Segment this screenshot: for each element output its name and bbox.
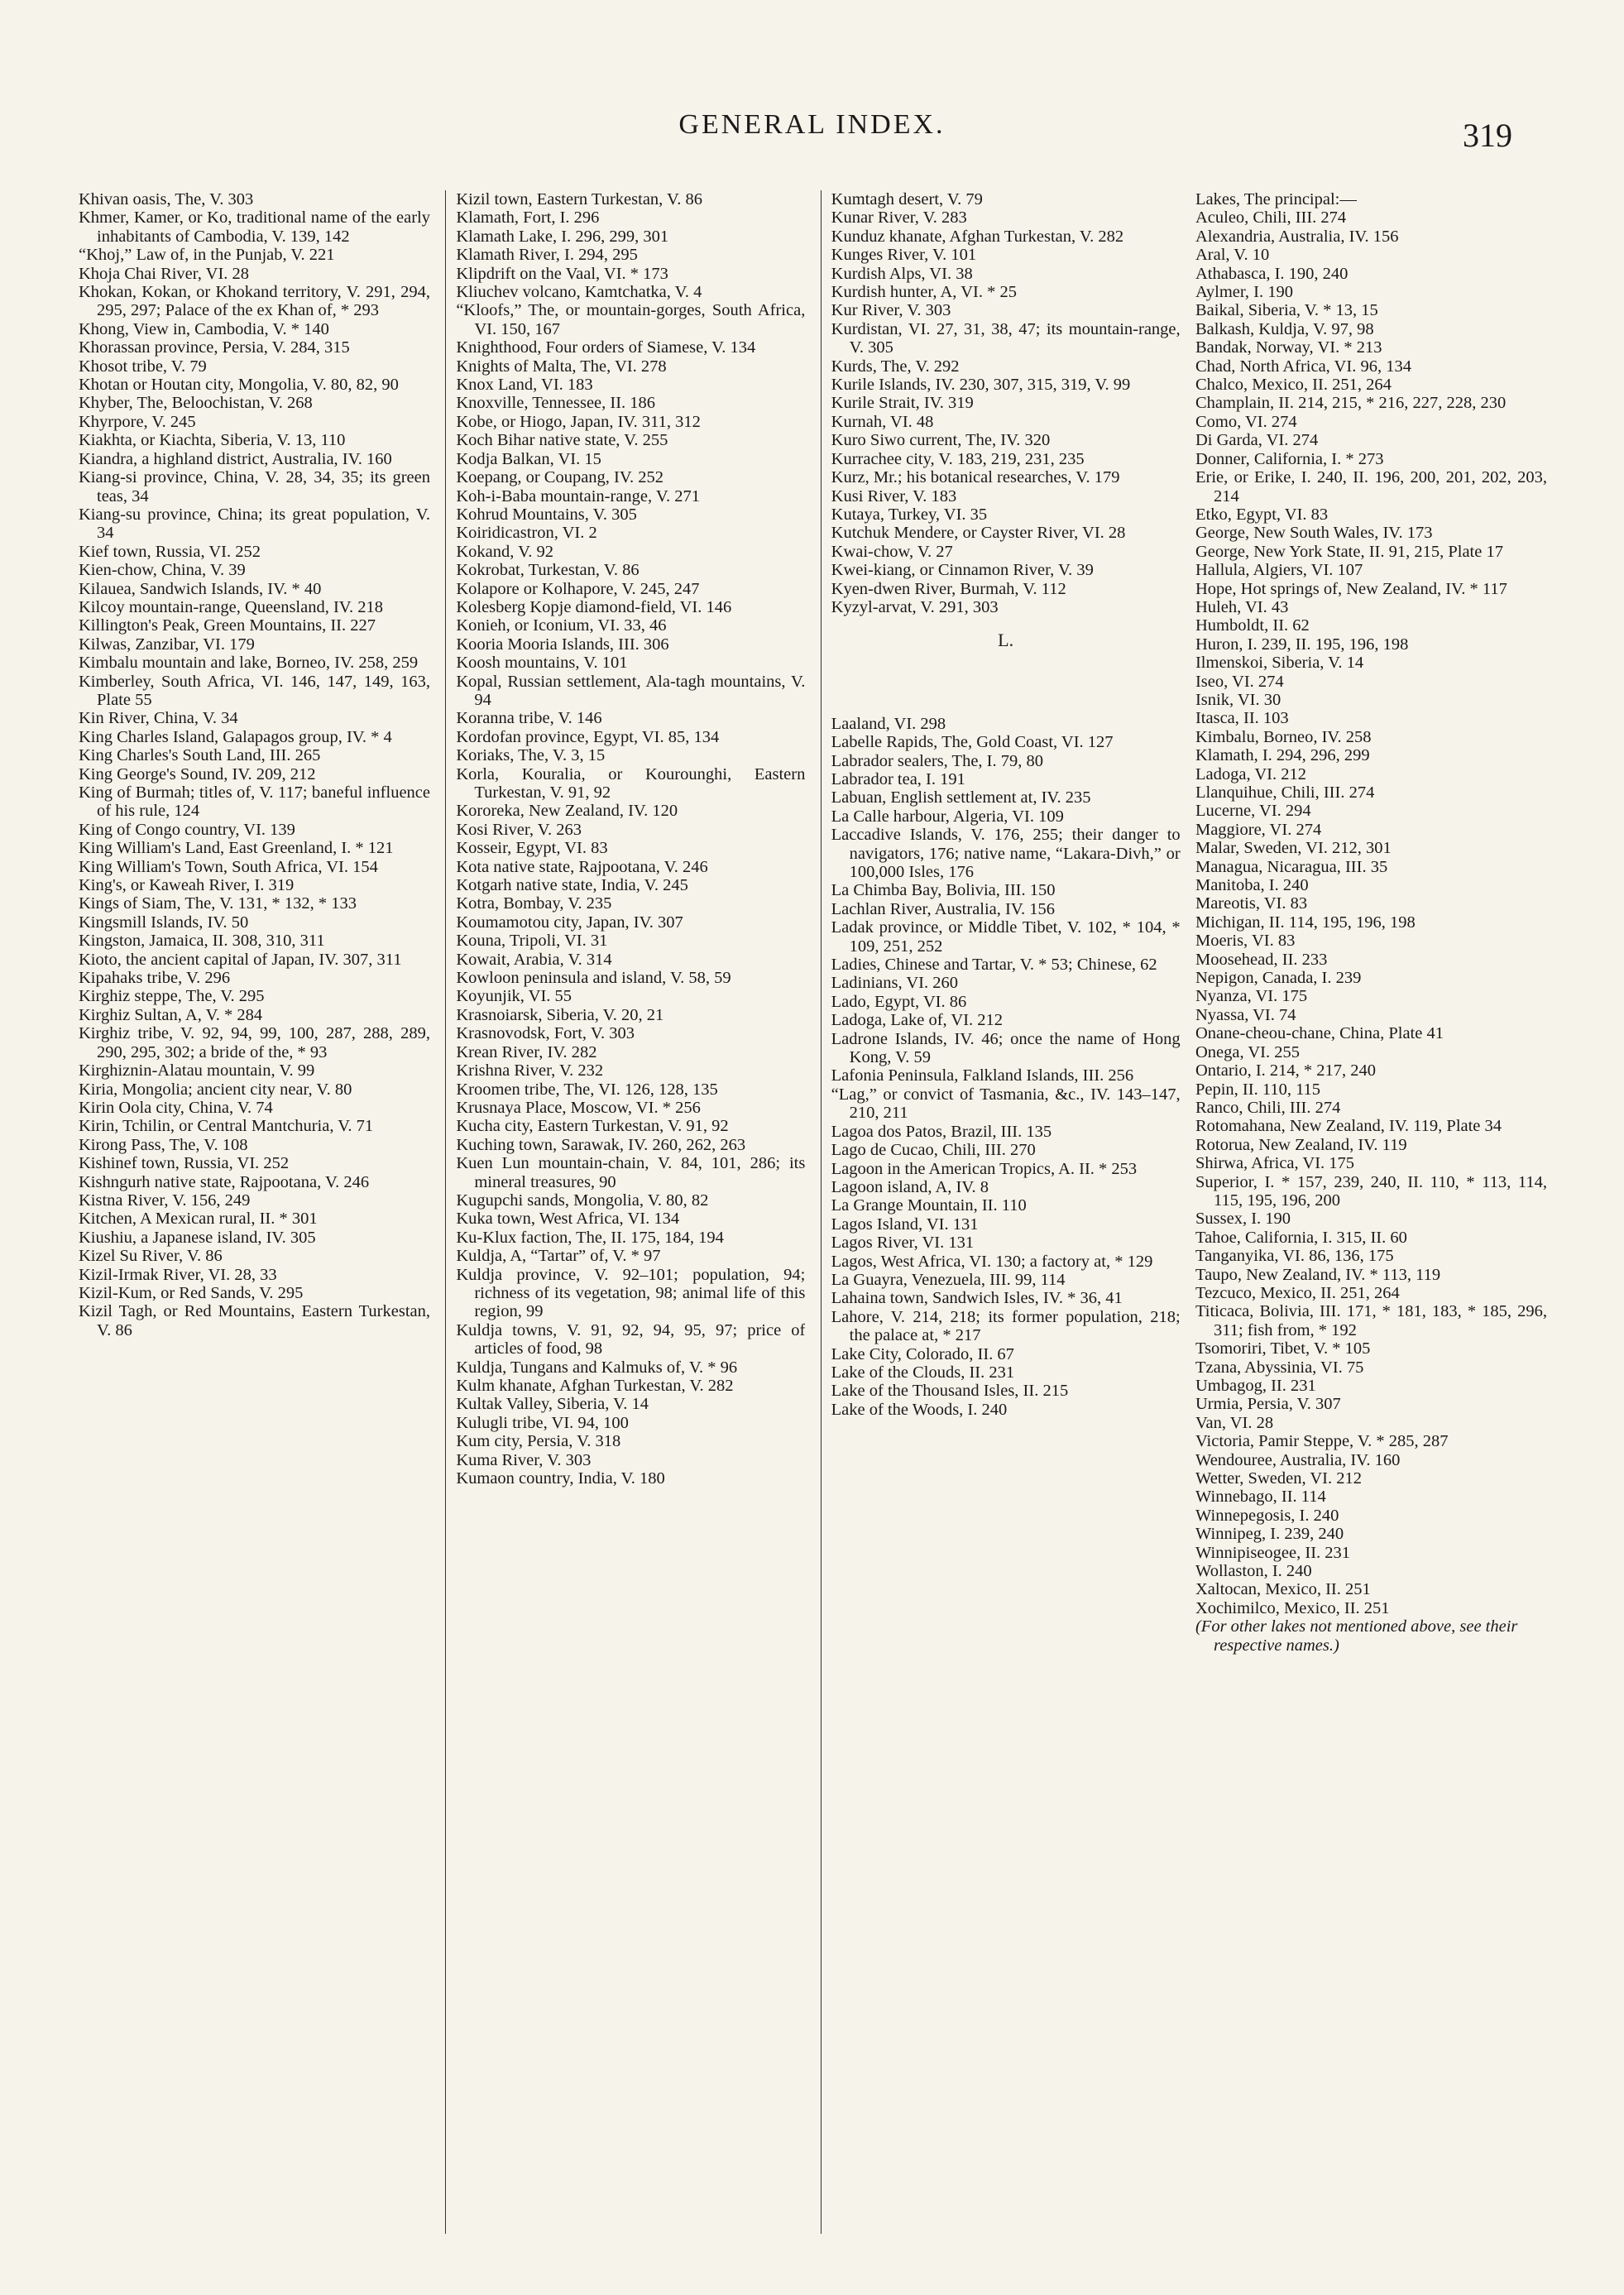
index-entry: Kunar River, V. 283 (831, 208, 967, 228)
index-entry: Kultak Valley, Siberia, V. 14 (456, 1395, 649, 1414)
index-entry: Khyber, The, Beloochistan, V. 268 (79, 394, 313, 413)
index-entry: Kishngurh native state, Rajpootana, V. 246 (79, 1172, 370, 1191)
index-entry: Kugupchi sands, Mongolia, V. 80, 82 (456, 1191, 709, 1210)
index-entry: Koepang, or Coupang, IV. 252 (456, 468, 664, 487)
index-entry: Khivan oasis, The, V. 303 (79, 190, 254, 208)
index-entry: Kimberley, South Africa, VI. 146, 147, 149, 163, Plate 55 (79, 672, 430, 709)
index-entry: Como, VI. 274 (1195, 412, 1297, 431)
index-entry: Winnebago, II. 114 (1195, 1488, 1326, 1507)
index-entry: Kirghiz Sultan, A, V. * 284 (79, 1005, 263, 1024)
index-entry: Klamath, Fort, I. 296 (456, 208, 600, 228)
index-entry: Khosot tribe, V. 79 (79, 357, 207, 376)
index-entry: Pepin, II. 110, 115 (1195, 1080, 1321, 1099)
index-entry: Lago de Cucao, Chili, III. 270 (831, 1141, 1036, 1160)
index-entry: Hallula, Algiers, VI. 107 (1195, 561, 1363, 580)
index-entry: Nepigon, Canada, I. 239 (1195, 969, 1362, 988)
index-entry: King Charles Island, Galapagos group, IV. * 4 (79, 727, 392, 746)
index-entry: Lagos Island, VI. 131 (831, 1215, 979, 1234)
index-entry: Knox Land, VI. 183 (456, 376, 593, 395)
index-entry: Winnipeg, I. 239, 240 (1195, 1525, 1344, 1544)
index-entry: Kulugli tribe, VI. 94, 100 (456, 1413, 629, 1432)
index-entry: Kur River, V. 303 (831, 301, 951, 320)
index-entry: Lachlan River, Australia, IV. 156 (831, 899, 1056, 918)
index-entry: Onega, VI. 255 (1195, 1042, 1300, 1061)
index-entry: Nyassa, VI. 74 (1195, 1005, 1296, 1024)
index-entry: La Calle harbour, Algeria, VI. 109 (831, 807, 1064, 826)
index-entry: Kohrud Mountains, V. 305 (456, 505, 637, 524)
index-entry: Ranco, Chili, III. 274 (1195, 1098, 1341, 1117)
index-entry: King of Burmah; titles of, V. 117; baneful influence of his rule, 124 (79, 783, 430, 821)
index-entry: Kolesberg Kopje diamond-field, VI. 146 (456, 597, 732, 616)
index-entry: Kilwas, Zanzibar, VI. 179 (79, 635, 255, 654)
index-entry: Kiria, Mongolia; ancient city near, V. 80 (79, 1080, 352, 1099)
index-entry: Wollaston, I. 240 (1195, 1562, 1312, 1581)
index-entry: King George's Sound, IV. 209, 212 (79, 764, 316, 783)
index-entry: Kirghiz tribe, V. 92, 94, 99, 100, 287, 288, 289, 290, 295, 302; a bride of the, * 93 (79, 1024, 430, 1061)
index-entry: Kunduz khanate, Afghan Turkestan, V. 282 (831, 227, 1124, 246)
index-entry: Klamath River, I. 294, 295 (456, 246, 638, 265)
index-entry: Xochimilco, Mexico, II. 251 (1195, 1598, 1390, 1617)
index-entry: Rotomahana, New Zealand, IV. 119, Plate 34 (1195, 1117, 1502, 1136)
index-entry: Lagos River, VI. 131 (831, 1234, 975, 1253)
index-entry: La Guayra, Venezuela, III. 99, 114 (831, 1270, 1066, 1289)
lakes-note: (For other lakes not mentioned above, see their respective names.) (1195, 1617, 1518, 1655)
index-entry: Lafonia Peninsula, Falkland Islands, III. 256 (831, 1066, 1134, 1085)
index-entry: Kutchuk Mendere, or Cayster River, VI. 28 (831, 524, 1126, 543)
index-column-4 (1195, 190, 1547, 2234)
index-entry: Kurdish hunter, A, VI. * 25 (831, 283, 1017, 302)
index-entry: Kiang-su province, China; its great population, V. 34 (79, 505, 430, 543)
index-entry: Moeris, VI. 83 (1195, 932, 1296, 951)
index-entry: Chalco, Mexico, II. 251, 264 (1195, 376, 1392, 395)
index-entry: Kororeka, New Zealand, IV. 120 (456, 802, 678, 821)
index-entry: Kyzyl-arvat, V. 291, 303 (831, 597, 999, 616)
index-entry: Kodja Balkan, VI. 15 (456, 449, 601, 468)
index-entry: Kokand, V. 92 (456, 542, 554, 561)
index-entry: Kizil town, Eastern Turkestan, V. 86 (456, 190, 702, 208)
page-number: 319 (1463, 117, 1512, 154)
index-entry: Kuldja province, V. 92–101; population, 94; richness of its vegetation, 98; animal life of this region, 99 (456, 1265, 806, 1321)
index-entry: Labrador sealers, The, I. 79, 80 (831, 751, 1044, 770)
index-entry: Malar, Sweden, VI. 212, 301 (1195, 839, 1392, 858)
index-entry: Khotan or Houtan city, Mongolia, V. 80, 82, 90 (79, 376, 399, 395)
index-entry: Aculeo, Chili, III. 274 (1195, 208, 1347, 228)
index-entry: Lake of the Thousand Isles, II. 215 (831, 1382, 1069, 1401)
index-entry: Van, VI. 28 (1195, 1413, 1274, 1432)
index-column-3 (821, 190, 1181, 2234)
index-entry: Sussex, I. 190 (1195, 1210, 1291, 1229)
index-entry: Winnepegosis, I. 240 (1195, 1506, 1339, 1525)
index-entry: Khokan, Kokan, or Khokand territory, V. 291, 294, 295, 297; Palace of the ex Khan of, * 293 (79, 283, 430, 320)
index-entry: Kroomen tribe, The, VI. 126, 128, 135 (456, 1080, 718, 1099)
index-entry: Itasca, II. 103 (1195, 709, 1289, 728)
index-entry: Iseo, VI. 274 (1195, 672, 1284, 691)
index-entry: Michigan, II. 114, 195, 196, 198 (1195, 913, 1416, 932)
index-entry: Laaland, VI. 298 (831, 714, 946, 733)
index-entry: Ladoga, Lake of, VI. 212 (831, 1011, 1004, 1030)
index-entry: Lahore, V. 214, 218; its former population, 218; the palace at, * 217 (831, 1307, 1181, 1345)
index-entry: Ladies, Chinese and Tartar, V. * 53; Chinese, 62 (831, 956, 1157, 975)
index-entry: Kurile Islands, IV. 230, 307, 315, 319, V. 99 (831, 376, 1131, 395)
index-entry: Khyrpore, V. 245 (79, 412, 196, 431)
index-entry: Titicaca, Bolivia, III. 171, * 181, 183, * 185, 296, 311; fish from, * 192 (1195, 1302, 1547, 1339)
index-entry: Kobe, or Hiogo, Japan, IV. 311, 312 (456, 412, 701, 431)
index-entry: Maggiore, VI. 274 (1195, 820, 1322, 839)
index-entry: Kumtagh desert, V. 79 (831, 190, 983, 208)
index-entry: Rotorua, New Zealand, IV. 119 (1195, 1135, 1407, 1154)
index-entry: Lake of the Woods, I. 240 (831, 1400, 1008, 1419)
index-entry: Kunges River, V. 101 (831, 246, 977, 265)
index-entry: La Chimba Bay, Bolivia, III. 150 (831, 881, 1056, 900)
index-entry: Kirin Oola city, China, V. 74 (79, 1098, 273, 1117)
index-entry: Krean River, IV. 282 (456, 1042, 597, 1061)
index-entry: Killington's Peak, Green Mountains, II. 227 (79, 616, 376, 635)
index-entry: Khmer, Kamer, or Ko, traditional name of the early inhabitants of Cambodia, V. 139, 142 (79, 208, 430, 246)
index-entry: Lagoon island, A, IV. 8 (831, 1177, 989, 1196)
index-entry: Koyunjik, VI. 55 (456, 987, 572, 1006)
index-entry: Krusnaya Place, Moscow, VI. * 256 (456, 1098, 701, 1117)
index-entry: Kien-chow, China, V. 39 (79, 561, 246, 580)
index-entry: Huron, I. 239, II. 195, 196, 198 (1195, 635, 1409, 654)
index-entry: Kingsmill Islands, IV. 50 (79, 913, 249, 932)
index-entry: Kowait, Arabia, V. 314 (456, 950, 612, 969)
index-entry: Manitoba, I. 240 (1195, 876, 1309, 895)
index-entry: Lake of the Clouds, II. 231 (831, 1363, 1015, 1382)
index-entry: Lakes, The principal:— (1195, 190, 1357, 208)
index-entry: Kurds, The, V. 292 (831, 357, 960, 376)
index-entry: King William's Town, South Africa, VI. 154 (79, 857, 378, 876)
index-entry: Kokrobat, Turkestan, V. 86 (456, 561, 640, 580)
index-entry: Knights of Malta, The, VI. 278 (456, 357, 667, 376)
index-entry: King Charles's South Land, III. 265 (79, 746, 321, 765)
index-entry: Kilauea, Sandwich Islands, IV. * 40 (79, 579, 322, 598)
index-entry: Kuching town, Sarawak, IV. 260, 262, 263 (456, 1135, 746, 1154)
index-entry: Lucerne, VI. 294 (1195, 802, 1311, 821)
index-entry: Kipahaks tribe, V. 296 (79, 969, 231, 988)
index-entry: Ladoga, VI. 212 (1195, 764, 1306, 783)
letter-heading-l: L. (998, 630, 1014, 651)
index-entry: Ontario, I. 214, * 217, 240 (1195, 1061, 1377, 1080)
index-entry: Kurz, Mr.; his botanical researches, V. 179 (831, 468, 1120, 487)
index-entry: Victoria, Pamir Steppe, V. * 285, 287 (1195, 1432, 1449, 1451)
index-entry: Tzana, Abyssinia, VI. 75 (1195, 1358, 1364, 1377)
index-entry: Humboldt, II. 62 (1195, 616, 1310, 635)
index-entry: Labelle Rapids, The, Gold Coast, VI. 127 (831, 733, 1114, 752)
index-entry: Kiandra, a highland district, Australia, IV. 160 (79, 449, 392, 468)
index-entry: Kurdish Alps, VI. 38 (831, 264, 973, 283)
index-entry: Mareotis, VI. 83 (1195, 894, 1308, 913)
index-entry: Kuldja, Tungans and Kalmuks of, V. * 96 (456, 1358, 738, 1377)
index-entry: Koosh mountains, V. 101 (456, 654, 628, 673)
index-entry: Lado, Egypt, VI. 86 (831, 992, 967, 1011)
index-entry: Etko, Egypt, VI. 83 (1195, 505, 1329, 524)
index-entry: Kirghiznin-Alatau mountain, V. 99 (79, 1061, 315, 1080)
index-entry: Konieh, or Iconium, VI. 33, 46 (456, 616, 667, 635)
index-entry: Lagos, West Africa, VI. 130; a factory at, * 129 (831, 1252, 1153, 1271)
index-entry: Kin River, China, V. 34 (79, 709, 238, 728)
index-entry: Kopal, Russian settlement, Ala-tagh mountains, V. 94 (456, 672, 806, 709)
index-entry: Kosseir, Egypt, VI. 83 (456, 839, 608, 858)
index-entry: King William's Land, East Greenland, I. * 121 (79, 839, 394, 858)
index-entry: Kimbalu mountain and lake, Borneo, IV. 258, 259 (79, 654, 419, 673)
index-entry: Krasnoiarsk, Siberia, V. 20, 21 (456, 1005, 664, 1024)
index-entry: Kirong Pass, The, V. 108 (79, 1135, 248, 1154)
index-entry: Kitchen, A Mexican rural, II. * 301 (79, 1210, 318, 1229)
index-entry: Huleh, VI. 43 (1195, 597, 1289, 616)
index-entry: Kosi River, V. 263 (456, 820, 582, 839)
index-columns (79, 190, 1547, 2234)
index-entry: Balkash, Kuldja, V. 97, 98 (1195, 319, 1374, 338)
index-entry: Khorassan province, Persia, V. 284, 315 (79, 338, 350, 357)
index-entry: Knoxville, Tennessee, II. 186 (456, 394, 656, 413)
index-entry: Kooria Mooria Islands, III. 306 (456, 635, 669, 654)
index-entry: King of Congo country, VI. 139 (79, 820, 295, 839)
index-entry: Kolapore or Kolhapore, V. 245, 247 (456, 579, 700, 598)
index-entry: Taupo, New Zealand, IV. * 113, 119 (1195, 1265, 1441, 1284)
index-column-1 (79, 190, 430, 2234)
index-entry: Koch Bihar native state, V. 255 (456, 431, 668, 450)
index-entry: Kuro Siwo current, The, IV. 320 (831, 431, 1051, 450)
index-entry: Tsomoriri, Tibet, V. * 105 (1195, 1339, 1371, 1358)
index-entry: Lahaina town, Sandwich Isles, IV. * 36, 41 (831, 1289, 1123, 1308)
index-entry: King's, or Kaweah River, I. 319 (79, 876, 295, 895)
index-entry: Kotgarh native state, India, V. 245 (456, 876, 688, 895)
index-entry: La Grange Mountain, II. 110 (831, 1196, 1027, 1215)
index-entry: Onane-cheou-chane, China, Plate 41 (1195, 1024, 1444, 1043)
index-entry: Lake City, Colorado, II. 67 (831, 1344, 1014, 1363)
index-entry: Kumaon country, India, V. 180 (456, 1469, 665, 1488)
index-entry: Athabasca, I. 190, 240 (1195, 264, 1349, 283)
index-entry: Wetter, Sweden, VI. 212 (1195, 1469, 1362, 1488)
index-entry: Kwei-kiang, or Cinnamon River, V. 39 (831, 561, 1094, 580)
index-entry: Alexandria, Australia, IV. 156 (1195, 227, 1399, 246)
index-entry: Klamath Lake, I. 296, 299, 301 (456, 227, 669, 246)
index-entry: Kota native state, Rajpootana, V. 246 (456, 857, 708, 876)
index-entry: Aral, V. 10 (1195, 246, 1270, 265)
index-entry: Klipdrift on the Vaal, VI. * 173 (456, 264, 668, 283)
index-entry: Hope, Hot springs of, New Zealand, IV. * 117 (1195, 579, 1507, 598)
index-entry: Kizil-Kum, or Red Sands, V. 295 (79, 1283, 304, 1302)
index-entry: Champlain, II. 214, 215, * 216, 227, 228, 230 (1195, 394, 1507, 413)
index-entry: Superior, I. * 157, 239, 240, II. 110, * 113, 114, 115, 195, 196, 200 (1195, 1172, 1547, 1210)
index-entry: Di Garda, VI. 274 (1195, 431, 1319, 450)
index-entry: Llanquihue, Chili, III. 274 (1195, 783, 1375, 802)
index-entry: Kief town, Russia, VI. 252 (79, 542, 261, 561)
index-entry: Koh-i-Baba mountain-range, V. 271 (456, 486, 701, 505)
index-entry: Ilmenskoi, Siberia, V. 14 (1195, 654, 1364, 673)
index-entry: Kwai-chow, V. 27 (831, 542, 953, 561)
index-entry: Kiushiu, a Japanese island, IV. 305 (79, 1228, 316, 1247)
index-entry: Moosehead, II. 233 (1195, 950, 1328, 969)
index-entry: Kirin, Tchilin, or Central Mantchuria, V. 71 (79, 1117, 374, 1136)
index-entry: Tahoe, California, I. 315, II. 60 (1195, 1228, 1407, 1247)
index-entry: Kuma River, V. 303 (456, 1450, 592, 1469)
index-entry: Kizil-Irmak River, VI. 28, 33 (79, 1265, 277, 1284)
lakes-entries (1195, 190, 1547, 1617)
index-entry: Kliuchev volcano, Kamtchatka, V. 4 (456, 283, 702, 302)
index-entry: Kum city, Persia, V. 318 (456, 1432, 621, 1451)
index-entry: Urmia, Persia, V. 307 (1195, 1395, 1341, 1414)
index-entry: Kuka town, West Africa, VI. 134 (456, 1210, 680, 1229)
index-entry: Isnik, VI. 30 (1195, 690, 1281, 709)
index-entry: Aylmer, I. 190 (1195, 283, 1293, 302)
index-entry: Donner, California, I. * 273 (1195, 449, 1384, 468)
index-entry: Kyen-dwen River, Burmah, V. 112 (831, 579, 1066, 598)
index-entry: Kutaya, Turkey, VI. 35 (831, 505, 988, 524)
index-column-2 (445, 190, 805, 2234)
index-entry: Xaltocan, Mexico, II. 251 (1195, 1580, 1371, 1599)
index-entry: Kouna, Tripoli, VI. 31 (456, 932, 608, 951)
index-entry: Kiakhta, or Kiachta, Siberia, V. 13, 110 (79, 431, 346, 450)
index-entry: Korla, Kouralia, or Kourounghi, Eastern Turkestan, V. 91, 92 (456, 764, 806, 802)
index-entry: Kurdistan, VI. 27, 31, 38, 47; its mountain-range, V. 305 (831, 319, 1181, 357)
index-entry: “Kloofs,” The, or mountain-gorges, South Africa, VI. 150, 167 (456, 301, 806, 338)
index-entry: Ladak province, or Middle Tibet, V. 102, * 104, * 109, 251, 252 (831, 918, 1181, 956)
index-entry: Krishna River, V. 232 (456, 1061, 604, 1080)
index-entry: Knighthood, Four orders of Siamese, V. 134 (456, 338, 756, 357)
index-entry: Kingston, Jamaica, II. 308, 310, 311 (79, 932, 325, 951)
index-entry: Koriaks, The, V. 3, 15 (456, 746, 606, 765)
index-entry: Kizel Su River, V. 86 (79, 1247, 223, 1266)
page-header (0, 109, 1624, 159)
index-entry: Kurnah, VI. 48 (831, 412, 934, 431)
index-entry: Khong, View in, Cambodia, V. * 140 (79, 319, 329, 338)
index-entry: Klamath, I. 294, 296, 299 (1195, 746, 1370, 765)
index-entry: Kotra, Bombay, V. 235 (456, 894, 612, 913)
index-entry: Kulm khanate, Afghan Turkestan, V. 282 (456, 1377, 734, 1395)
index-entry: Koumamotou city, Japan, IV. 307 (456, 913, 683, 932)
index-entry: Kiang-si province, China, V. 28, 34, 35; its green teas, 34 (79, 468, 430, 505)
index-entry: Kurile Strait, IV. 319 (831, 394, 974, 413)
index-entry: Labuan, English settlement at, IV. 235 (831, 788, 1091, 807)
index-entry: George, New York State, II. 91, 215, Plate 17 (1195, 542, 1503, 561)
page-title: GENERAL INDEX. (678, 109, 946, 140)
index-entry: Labrador tea, I. 191 (831, 769, 965, 788)
index-entry: Kordofan province, Egypt, VI. 85, 134 (456, 727, 720, 746)
k-entries (831, 190, 1181, 616)
index-entry: “Khoj,” Law of, in the Punjab, V. 221 (79, 246, 335, 265)
index-entry: Baikal, Siberia, V. * 13, 15 (1195, 301, 1378, 320)
index-entry: Kishinef town, Russia, VI. 252 (79, 1154, 290, 1173)
index-entry: Kuen Lun mountain-chain, V. 84, 101, 286; its mineral treasures, 90 (456, 1154, 806, 1191)
index-entry: Kizil Tagh, or Red Mountains, Eastern Turkestan, V. 86 (79, 1302, 430, 1339)
index-entry: Koiridicastron, VI. 2 (456, 524, 597, 543)
index-entry: Kusi River, V. 183 (831, 486, 957, 505)
index-entry: Tezcuco, Mexico, II. 251, 264 (1195, 1283, 1400, 1302)
index-entry: Wendouree, Australia, IV. 160 (1195, 1450, 1401, 1469)
index-entry: Nyanza, VI. 175 (1195, 987, 1308, 1006)
index-entry: Krasnovodsk, Fort, V. 303 (456, 1024, 635, 1043)
index-entry: Kuldja, A, “Tartar” of, V. * 97 (456, 1247, 661, 1266)
index-entry: Managua, Nicaragua, III. 35 (1195, 857, 1388, 876)
index-entry: Ku-Klux faction, The, II. 175, 184, 194 (456, 1228, 724, 1247)
index-entry: George, New South Wales, IV. 173 (1195, 524, 1433, 543)
index-entry: Lagoa dos Patos, Brazil, III. 135 (831, 1122, 1052, 1141)
index-entry: Khoja Chai River, VI. 28 (79, 264, 250, 283)
index-entry: Chad, North Africa, VI. 96, 134 (1195, 357, 1411, 376)
index-entry: Bandak, Norway, VI. * 213 (1195, 338, 1382, 357)
index-entry: Kistna River, V. 156, 249 (79, 1191, 251, 1210)
index-entry: Shirwa, Africa, VI. 175 (1195, 1154, 1355, 1173)
index-entry: Tanganyika, VI. 86, 136, 175 (1195, 1247, 1394, 1266)
index-entry: Kowloon peninsula and island, V. 58, 59 (456, 969, 731, 988)
index-entry: Kurrachee city, V. 183, 219, 231, 235 (831, 449, 1085, 468)
index-entry: Kilcoy mountain-range, Queensland, IV. 218 (79, 597, 383, 616)
index-entry: Erie, or Erike, I. 240, II. 196, 200, 201, 202, 203, 214 (1195, 468, 1547, 505)
index-entry: Ladinians, VI. 260 (831, 974, 959, 993)
index-entry: Winnipiseogee, II. 231 (1195, 1543, 1351, 1562)
index-entry: Laccadive Islands, V. 176, 255; their danger to navigators, 176; native name, “Lakara-Divh,” or 100,000 Isles, 176 (831, 826, 1181, 881)
index-entry: Kucha city, Eastern Turkestan, V. 91, 92 (456, 1117, 729, 1136)
index-entry: “Lag,” or convict of Tasmania, &c., IV. 143–147, 210, 211 (831, 1085, 1181, 1123)
index-entry: Kioto, the ancient capital of Japan, IV. 307, 311 (79, 950, 402, 969)
index-entry: Ladrone Islands, IV. 46; once the name of Hong Kong, V. 59 (831, 1029, 1181, 1067)
index-entry: Kings of Siam, The, V. 131, * 132, * 133 (79, 894, 357, 913)
index-entry: Koranna tribe, V. 146 (456, 709, 602, 728)
index-entry: Umbagog, II. 231 (1195, 1377, 1316, 1395)
index-entry: Lagoon in the American Tropics, A. II. * 253 (831, 1159, 1138, 1178)
index-entry: Kirghiz steppe, The, V. 295 (79, 987, 265, 1006)
l-entries (831, 715, 1181, 1419)
index-entry: Kimbalu, Borneo, IV. 258 (1195, 727, 1372, 746)
index-entry: Kuldja towns, V. 91, 92, 94, 95, 97; price of articles of food, 98 (456, 1320, 806, 1358)
